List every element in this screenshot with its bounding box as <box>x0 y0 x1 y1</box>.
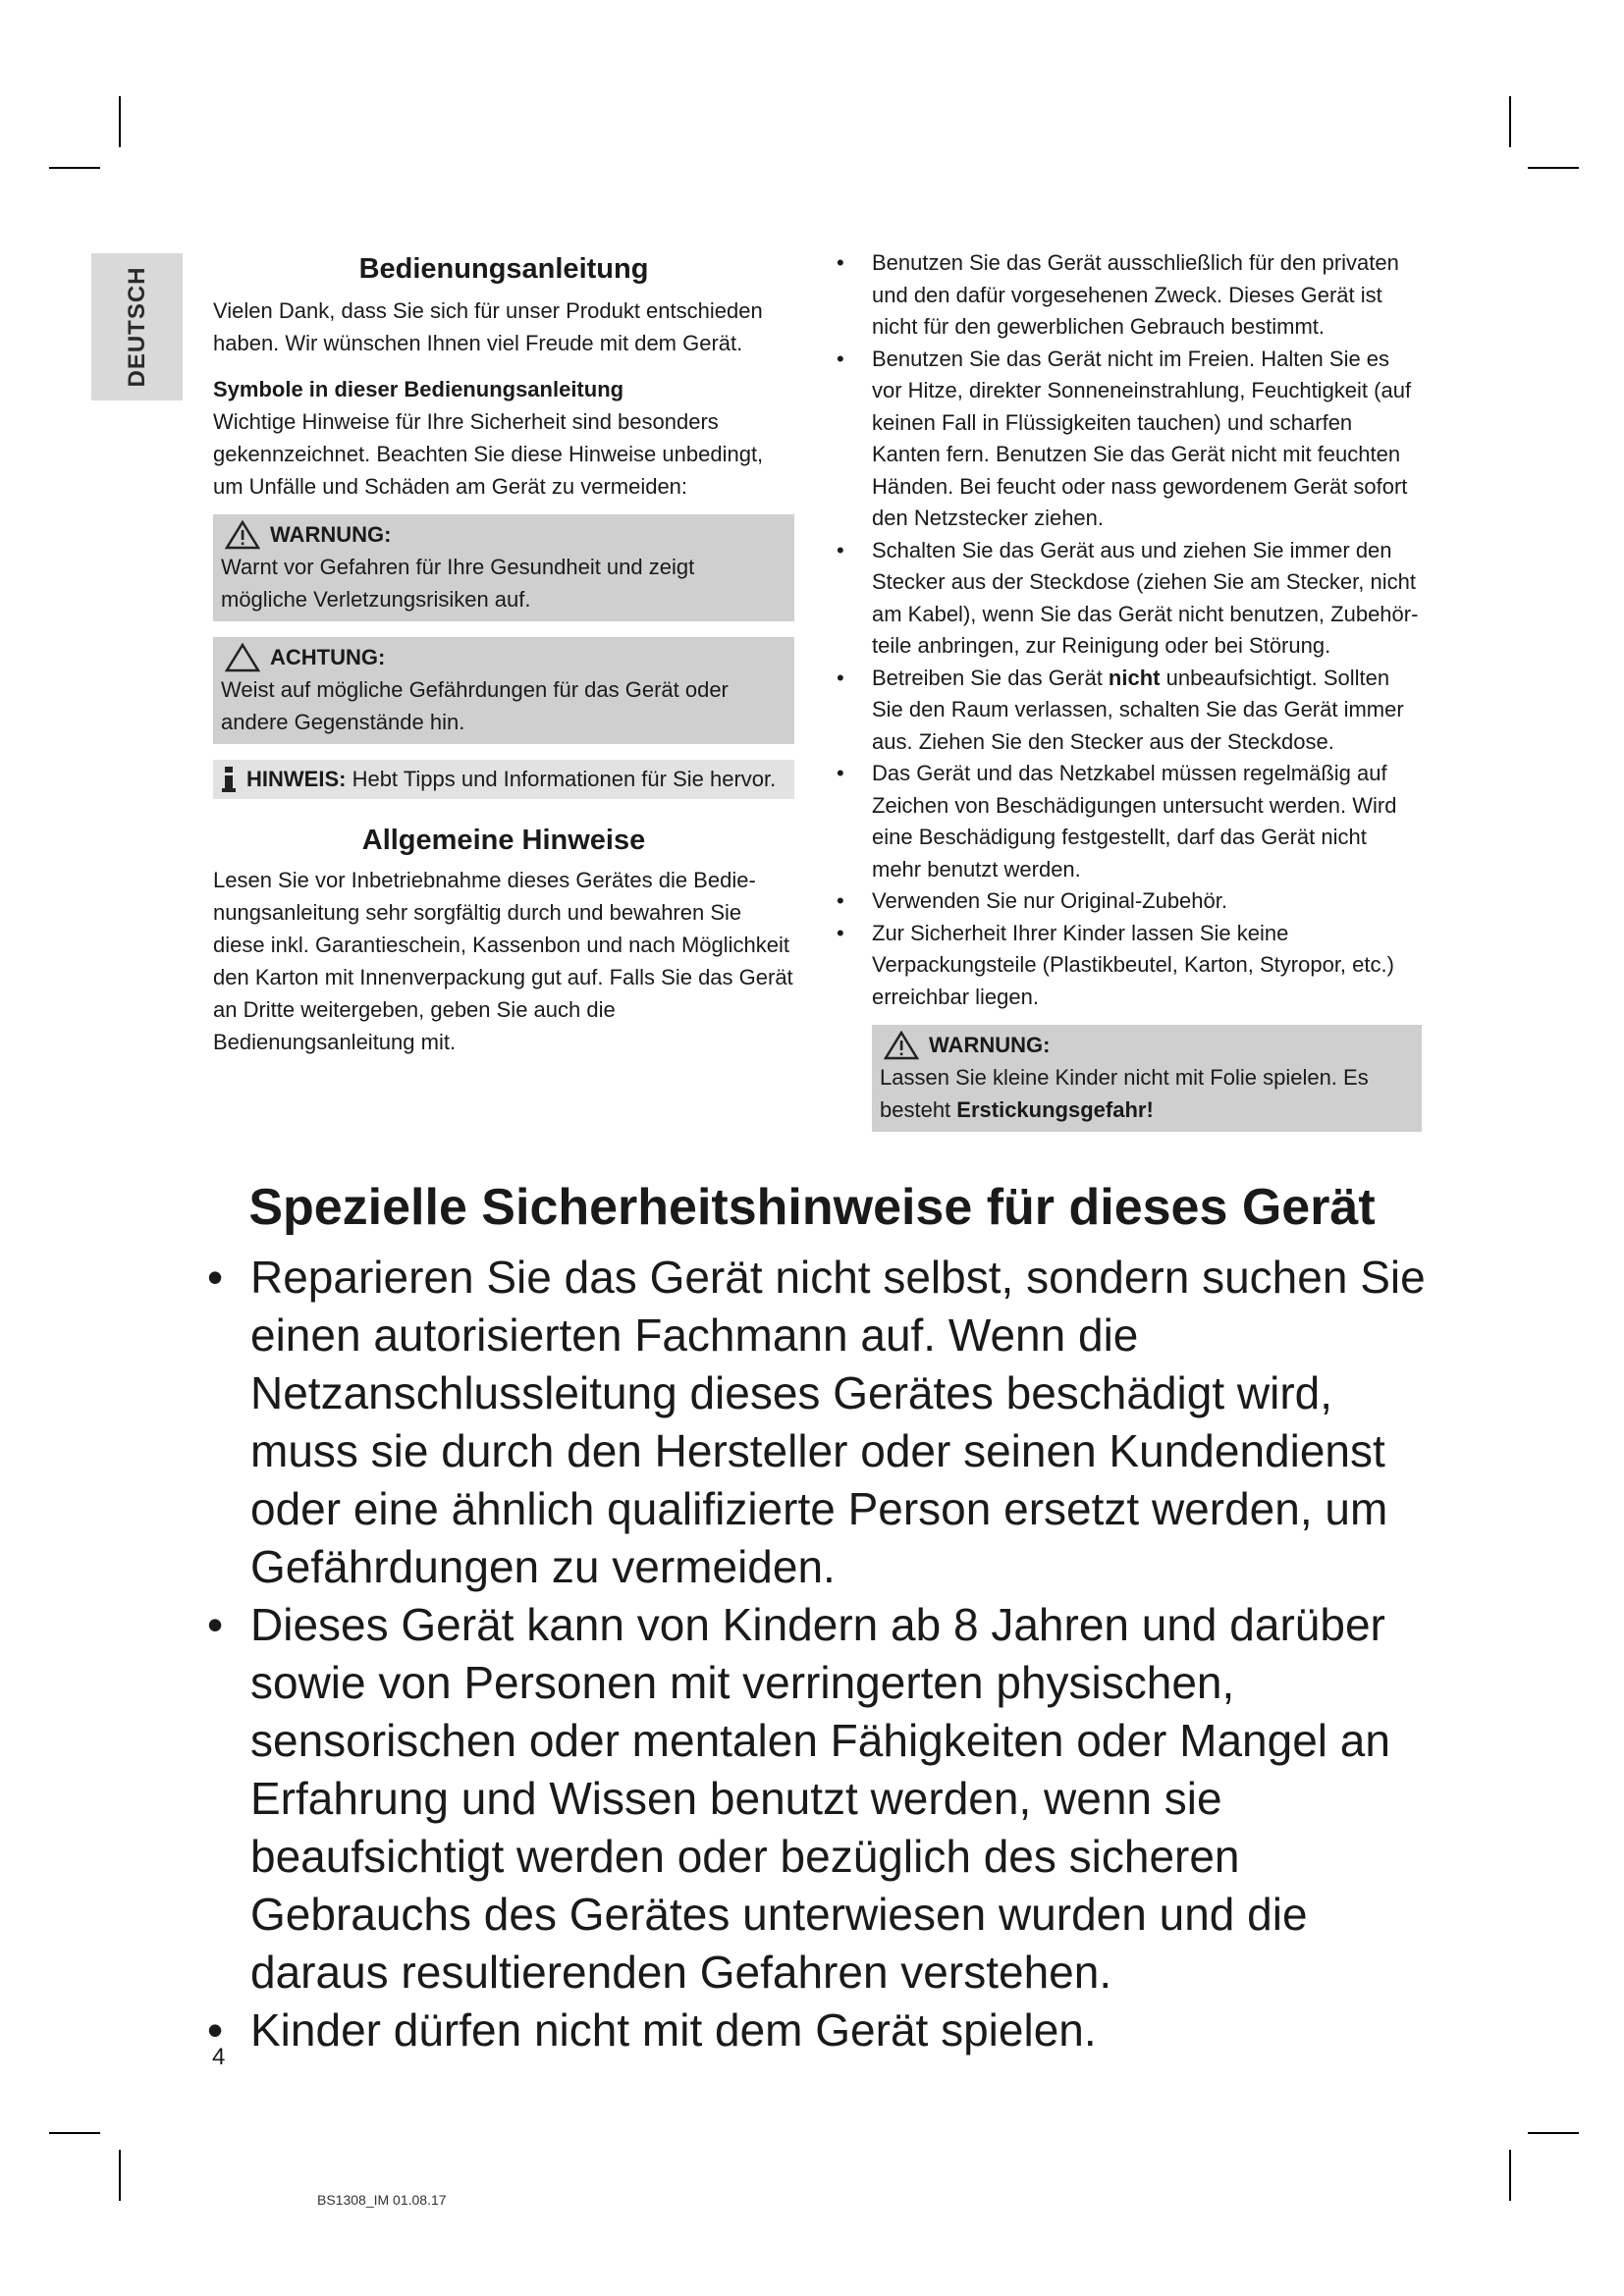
page-number: 4 <box>212 2044 226 2070</box>
section-title-bedienungsanleitung: Bedienungsanleitung <box>358 253 649 285</box>
info-icon <box>221 767 237 792</box>
list-item: • Zur Sicherheit Ihrer Kinder lassen Sie keine Verpackungsteile (Plastikbeutel, Karton, Styropor, etc.) erreichbar liegen. <box>833 918 1422 1014</box>
hint-text: Hebt Tipps und Informationen für Sie hervor. <box>352 767 777 791</box>
crop-mark <box>49 167 100 169</box>
special-safety-list <box>203 1249 1431 2059</box>
list-item-text: unbeaufsichtigt. Sollten Sie den Raum verlassen, schalten Sie das Gerät immer aus. Ziehen Sie den Stecker aus der Steckdose. <box>872 665 1404 754</box>
list-item: • Kinder dürfen nicht mit dem Gerät spielen. <box>203 2002 1431 2059</box>
language-tab-label: DEUTSCH <box>123 266 150 388</box>
crop-mark <box>1528 167 1579 169</box>
list-item: • Verwenden Sie nur Original-Zubehör. <box>833 885 1422 918</box>
list-item <box>833 663 1422 759</box>
list-item: • Reparieren Sie das Gerät nicht selbst, sondern suchen Sie einen autorisierten Fachmann auf. Wenn die Netzanschlussleitung dieses Gerätes beschädigt wird, muss sie durch den Hersteller oder seinen Kundendienst oder eine ähnlich qualifizierte Person ersetzt werden, um Gefährdungen zu vermeiden. <box>203 1249 1431 1596</box>
list-item-emphasis: nicht <box>1108 665 1161 690</box>
left-column <box>213 247 794 1058</box>
crop-mark <box>119 96 121 147</box>
list-item-text: Betreiben Sie das Gerät <box>872 665 1109 690</box>
crop-mark <box>1528 2132 1579 2134</box>
warning-text <box>880 1061 1414 1126</box>
warning-triangle-icon <box>884 1031 919 1060</box>
language-tab <box>91 253 183 400</box>
caution-box-title <box>221 641 786 673</box>
crop-mark <box>1509 96 1511 147</box>
warning-box-children <box>872 1025 1422 1132</box>
symbols-text: Wichtige Hinweise für Ihre Sicherheit sind besonders gekennzeichnet. Beachten Sie diese Hinweise unbedingt, um Unfälle und Schäden am Gerät zu vermeiden: <box>213 409 764 499</box>
warning-text-emphasis: Erstickungsgefahr! <box>956 1097 1154 1122</box>
special-safety-title: Spezielle Sicherheitshinweise für dieses Gerät <box>248 1179 1376 1236</box>
caution-text: Weist auf mögliche Gefährdungen für das Gerät oder andere Gegenstände hin. <box>221 677 729 734</box>
list-item: • Benutzen Sie das Gerät ausschließlich für den privaten und den dafür vorgesehenen Zweck. Dieses Gerät ist nicht für den gewerblichen Gebrauch bestimmt. <box>833 247 1422 344</box>
warning-label: WARNUNG: <box>929 1033 1051 1057</box>
list-item: • Das Gerät und das Netzkabel müssen regelmäßig auf Zeichen von Beschädigungen untersucht werden. Wird eine Beschädigung festgestellt, darf das Gerät nicht mehr benutzt werden. <box>833 758 1422 885</box>
caution-box <box>213 637 794 744</box>
hint-box <box>213 760 794 799</box>
crop-mark <box>49 2132 100 2134</box>
warning-box-title <box>221 518 786 551</box>
warning-text: Warnt vor Gefahren für Ihre Gesundheit und zeigt mögliche Verletzungsrisiken auf. <box>221 555 695 612</box>
caution-label: ACHTUNG: <box>270 645 386 669</box>
warning-text-body: Lassen Sie kleine Kinder nicht mit Folie spielen. Es besteht <box>880 1065 1369 1122</box>
warning-box <box>213 514 794 621</box>
symbols-heading: Symbole in dieser Bedienungsanleitung <box>213 377 624 401</box>
general-text: Lesen Sie vor Inbetriebnahme dieses Gerätes die Bedienungsanleitung sehr sorgfältig durch und bewahren Sie diese inkl. Garantieschein, Kassenbon und nach Möglichkeit den Karton mit Innenverpackung gut auf. Falls Sie das Gerät an Dritte weitergeben, geben Sie auch die Bedienungsanleitung mit. <box>213 868 793 1054</box>
list-item: • Schalten Sie das Gerät aus und ziehen Sie immer den Stecker aus der Steckdose (ziehen Sie am Stecker, nicht am Kabel), wenn Sie das Gerät nicht benutzen, Zubehörteile anbringen, zur Reinigung oder bei Störung. <box>833 535 1422 663</box>
list-item: • Dieses Gerät kann von Kindern ab 8 Jahren und darüber sowie von Personen mit verringerten physischen, sensorischen oder mentalen Fähigkeiten oder Mangel an Erfahrung und Wissen benutzt werden, wenn sie beaufsichtigt werden oder bezüglich des sicheren Gebrauchs des Gerätes unterwiesen wurden und die daraus resultierenden Gefahren verstehen. <box>203 1596 1431 2002</box>
crop-mark <box>119 2150 121 2201</box>
right-column <box>833 247 1422 1132</box>
section-title-allgemeine-hinweise: Allgemeine Hinweise <box>361 825 646 856</box>
footer-code: BS1308_IM 01.08.17 <box>317 2192 447 2208</box>
list-item: • Benutzen Sie das Gerät nicht im Freien. Halten Sie es vor Hitze, direkter Sonneneinstrahlung, Feuchtigkeit (auf keinen Fall in Flüssigkeiten tauchen) und scharfen Kanten fern. Benutzen Sie das Gerät nicht mit feuchten Händen. Bei feucht oder nass gewordenem Gerät sofort den Netzstecker ziehen. <box>833 344 1422 535</box>
hint-label: HINWEIS: <box>246 767 347 791</box>
warning-box-title <box>880 1029 1414 1061</box>
safety-list <box>833 247 1422 1013</box>
warning-label: WARNUNG: <box>270 522 392 547</box>
crop-mark <box>1509 2150 1511 2201</box>
warning-triangle-icon <box>225 520 260 550</box>
caution-triangle-icon <box>225 643 260 672</box>
intro-text: Vielen Dank, dass Sie sich für unser Produkt entschieden haben. Wir wünschen Ihnen viel Freude mit dem Gerät. <box>213 298 763 355</box>
